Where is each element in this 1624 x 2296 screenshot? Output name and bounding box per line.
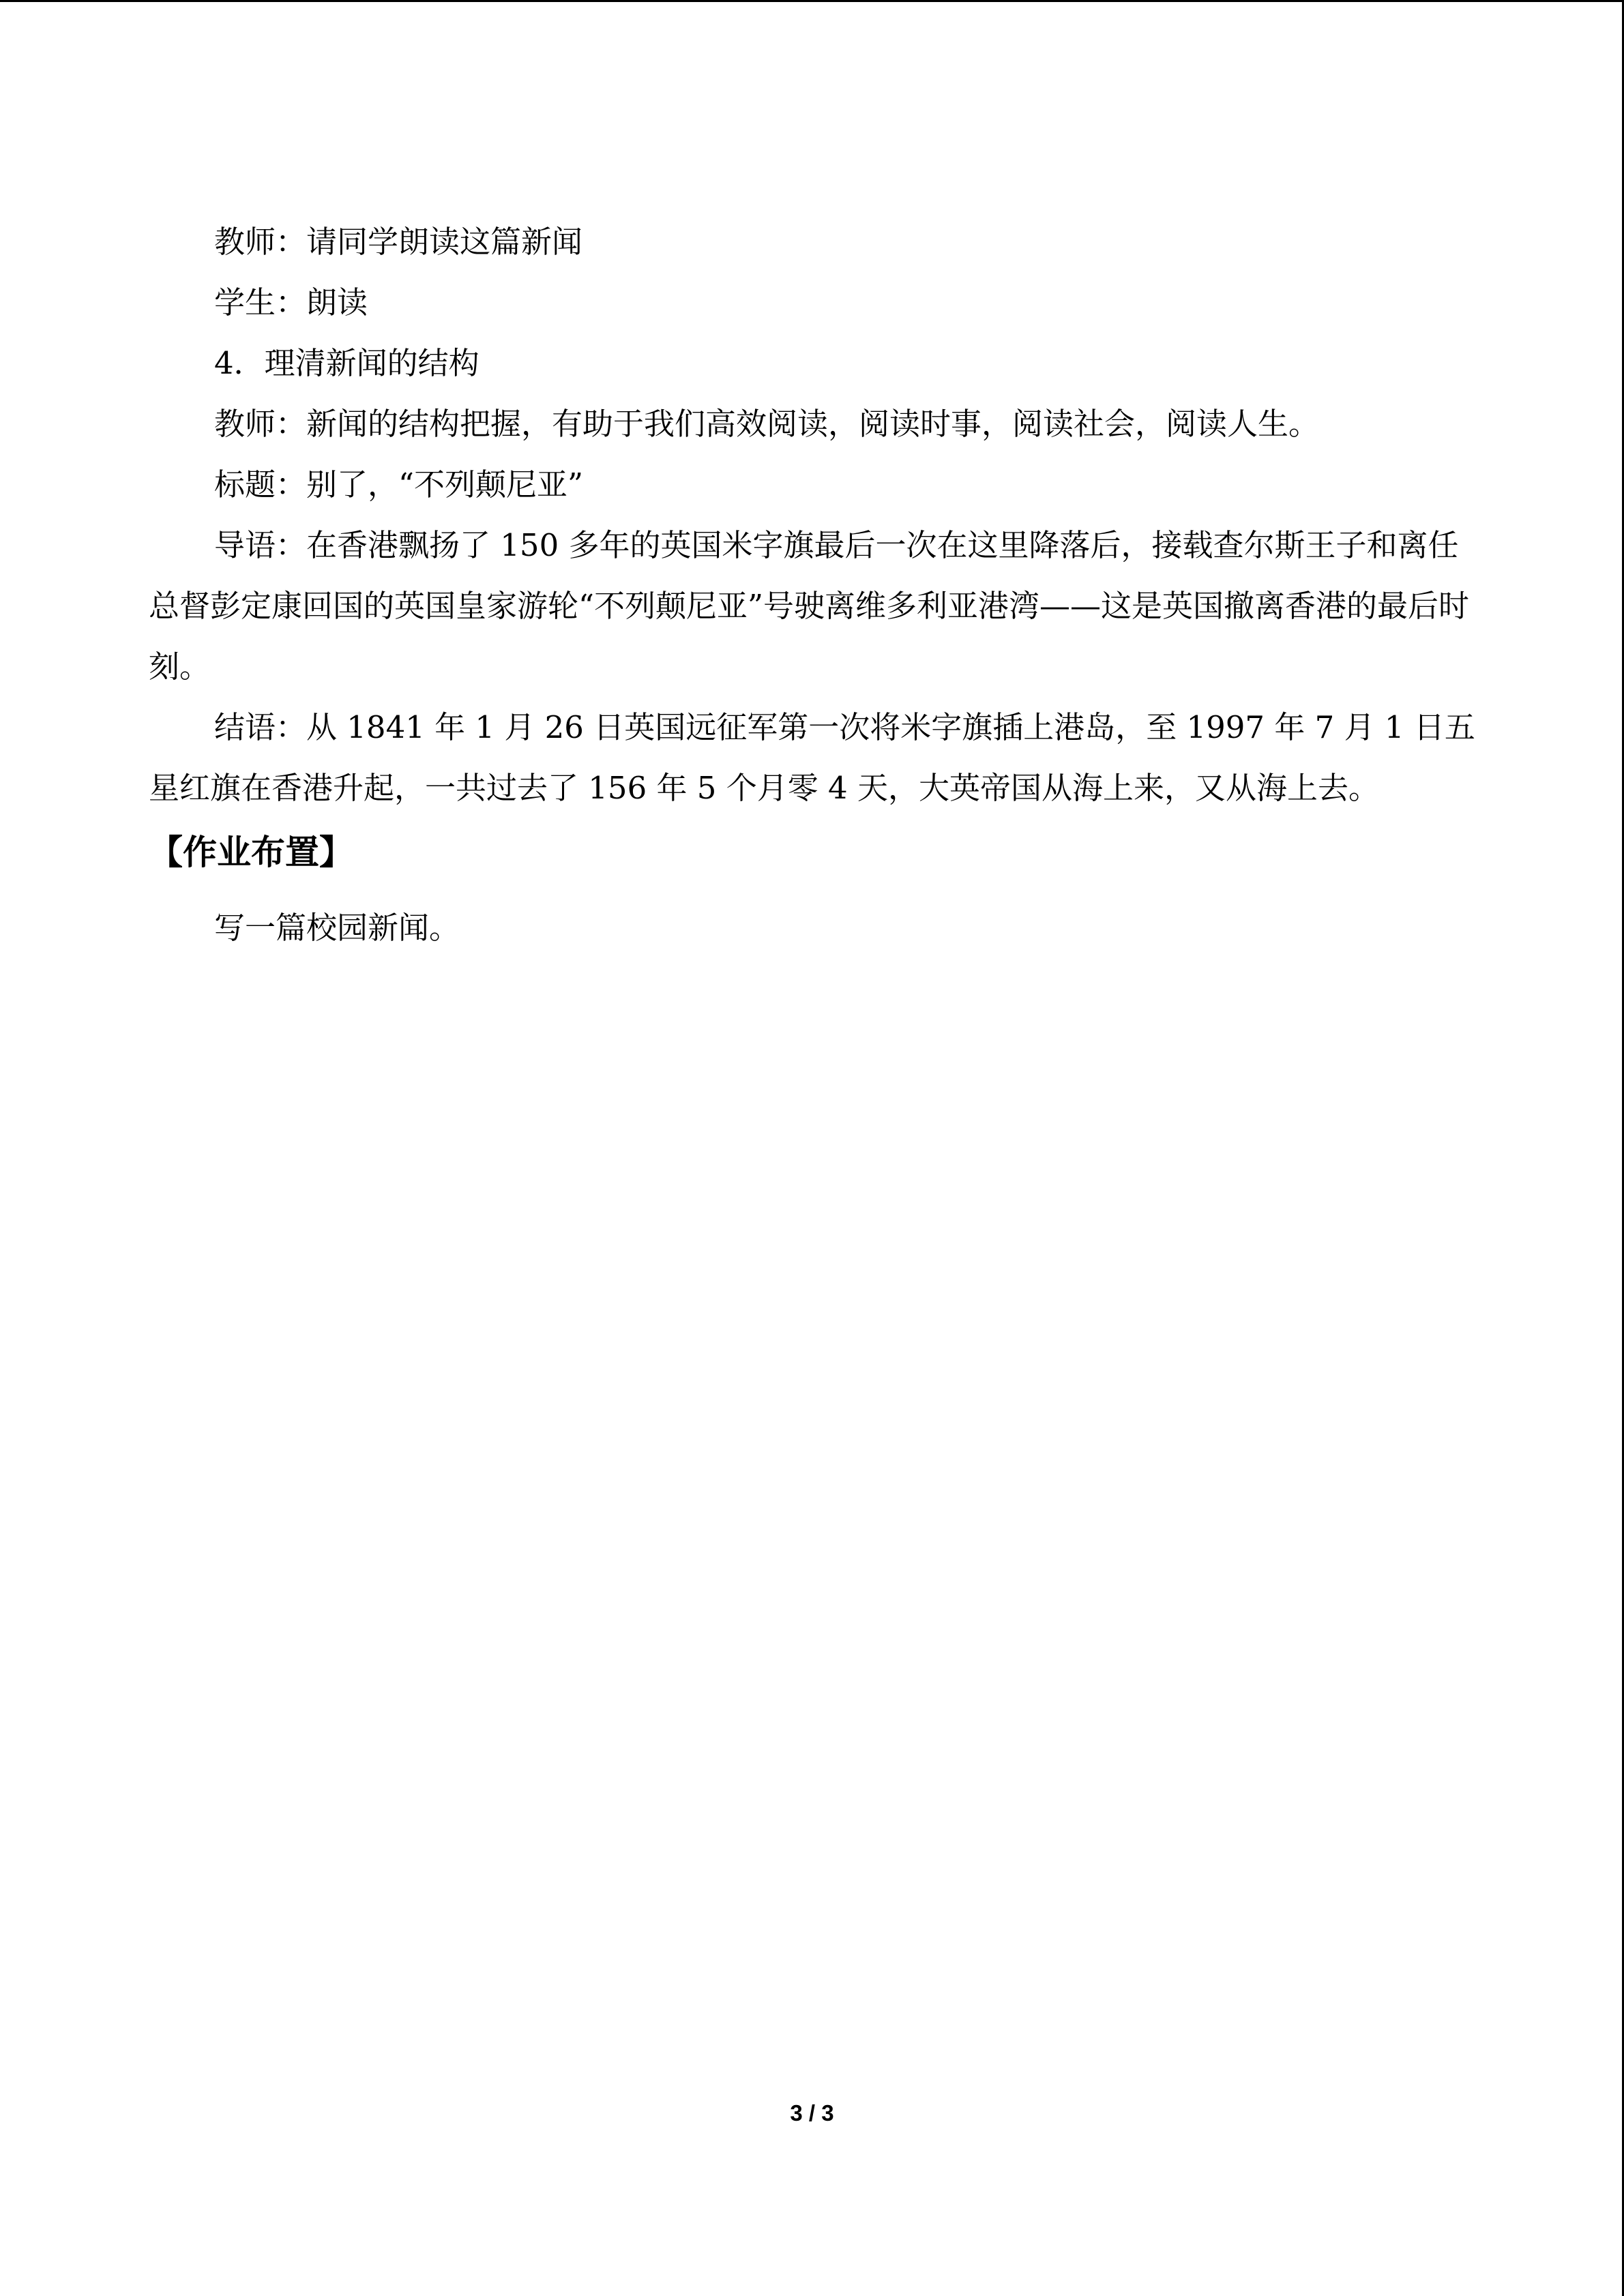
assignment-text: 写一篇校园新闻。 [214, 910, 460, 946]
paragraph-lead: 导语：在香港飘扬了 150 多年的英国米字旗最后一次在这里降落后，接载查尔斯王子和离任总督彭定康回国的英国皇家游轮“不列颠尼亚”号驶离维多利亚港湾——这是英国撤离香港的最后时刻。 [149, 527, 1470, 685]
assignment-heading: 【作业布置】 [149, 833, 353, 872]
paragraph-conclusion: 结语：从 1841 年 1 月 26 日英国远征军第一次将米字旗插上港岛，至 1997 年 7 月 1 日五星红旗在香港升起，一共过去了 156 年 5 个月零 4 天，大英帝国从海上来，又从海上去。 [149, 709, 1475, 806]
page-number: 3 / 3 [790, 2100, 834, 2126]
paragraph-student-read: 学生：朗读 [214, 284, 368, 320]
paragraph-teacher-read: 教师：请同学朗读这篇新闻 [214, 224, 583, 260]
page-top-border [0, 0, 1624, 2]
paragraph-teacher-structure: 教师：新闻的结构把握，有助于我们高效阅读，阅读时事，阅读社会，阅读人生。 [214, 406, 1320, 442]
paragraph-structure-step: 4．理清新闻的结构 [214, 345, 479, 381]
paragraph-title: 标题：别了，“不列颠尼亚” [214, 466, 584, 503]
document-body [149, 211, 1479, 958]
